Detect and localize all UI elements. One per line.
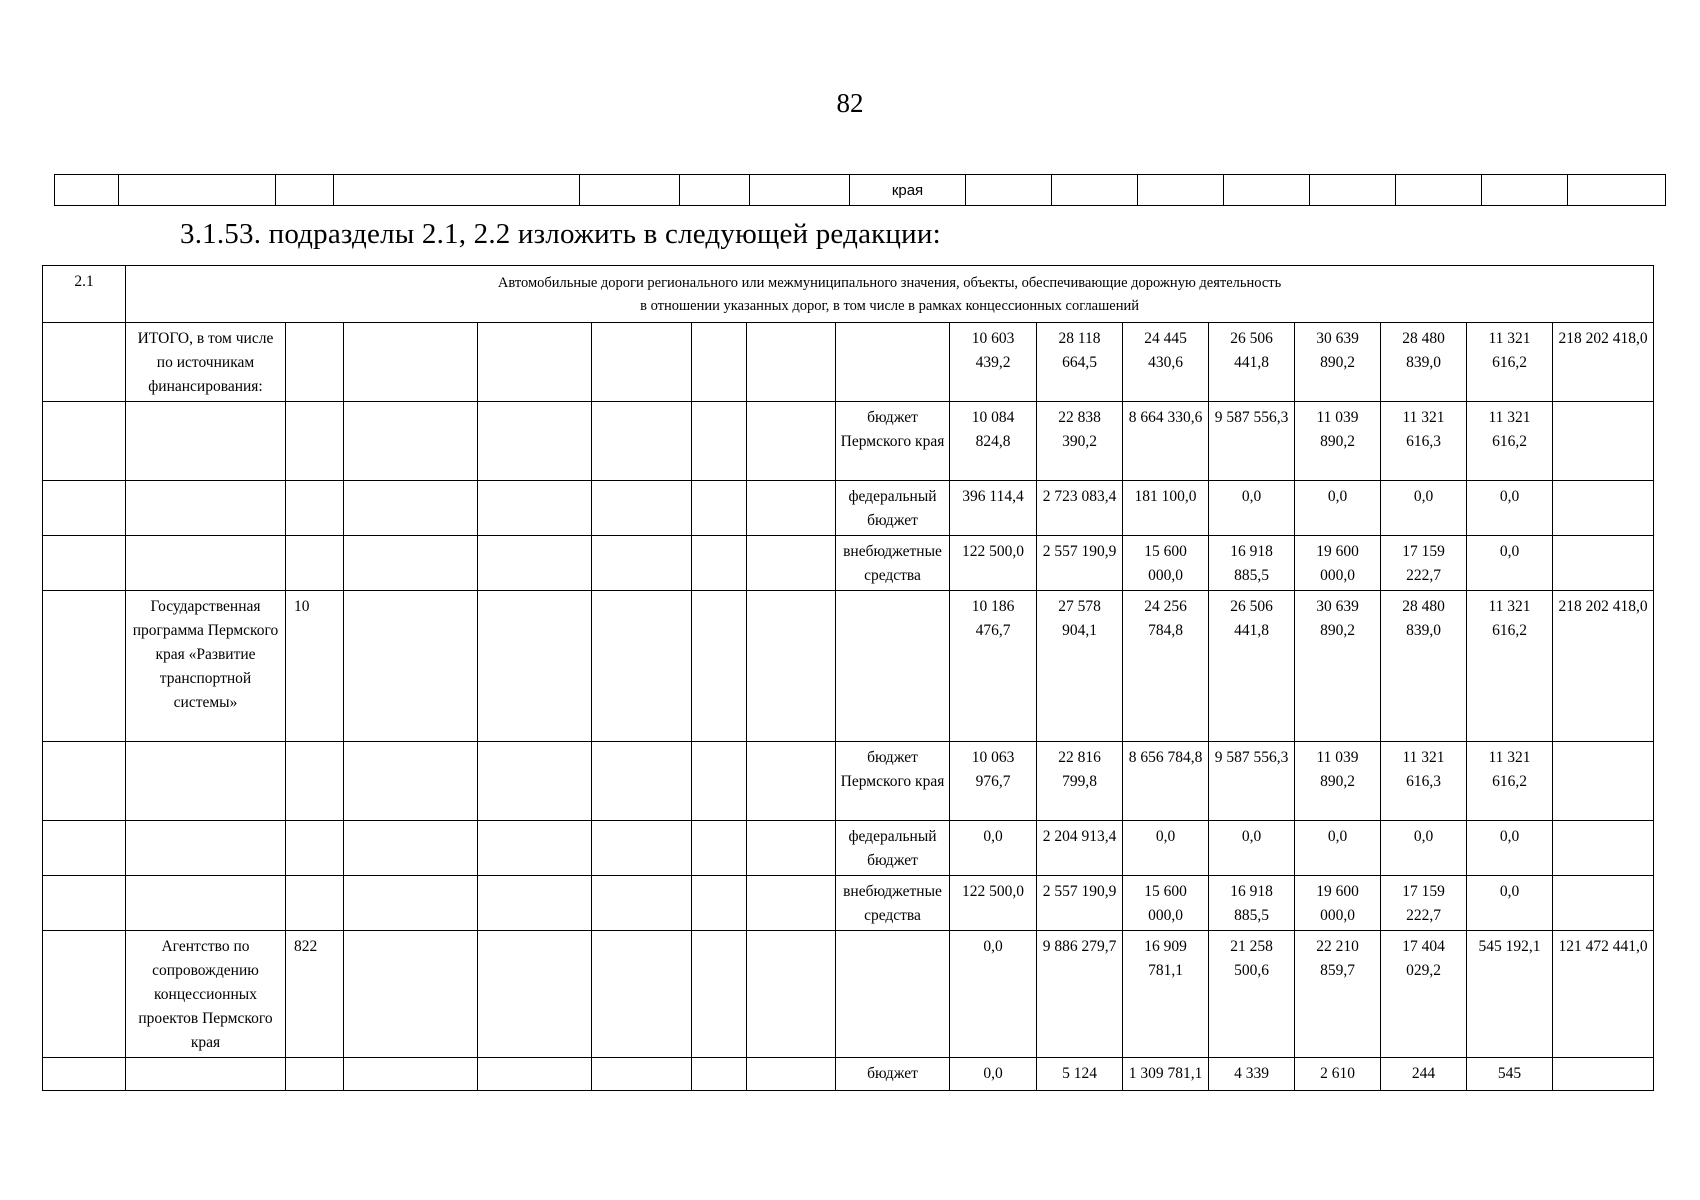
funding-source-cell: бюджет [836,1058,950,1091]
row-name-cell [126,402,286,481]
row-name-cell: Государственная программа Пермского края «Развитие транспортной системы» [126,591,286,742]
section-title-line-1: Автомобильные дороги регионального или межмуниципального значения, объекты, обеспечивающие дорожную деятельность [497,275,1282,291]
empty-cell [592,931,692,1058]
empty-cell [344,742,478,821]
strip-cell [1568,175,1666,206]
value-cell: 218 202 418,0 [1553,323,1654,402]
value-cell: 4 339 [1209,1058,1295,1091]
value-cell: 2 723 083,4 [1037,481,1123,536]
value-cell: 5 124 [1037,1058,1123,1091]
funding-source-cell: внебюджетные средства [836,876,950,931]
value-cell: 16 918 885,5 [1209,536,1295,591]
value-cell: 27 578 904,1 [1037,591,1123,742]
empty-cell [592,536,692,591]
value-cell: 0,0 [1123,821,1209,876]
value-cell: 396 114,4 [950,481,1037,536]
empty-cell [747,876,836,931]
row-name-cell: Агентство по сопровождению концессионных проектов Пермского края [126,931,286,1058]
empty-cell [747,402,836,481]
value-cell: 22 816 799,8 [1037,742,1123,821]
value-cell [1553,481,1654,536]
value-cell: 545 192,1 [1467,931,1553,1058]
row-code-cell [286,876,344,931]
value-cell: 17 404 029,2 [1381,931,1467,1058]
value-cell: 9 886 279,7 [1037,931,1123,1058]
value-cell [1553,821,1654,876]
amendment-heading: 3.1.53. подразделы 2.1, 2.2 изложить в следующей редакции: [180,218,941,250]
empty-cell [478,323,592,402]
empty-cell [747,931,836,1058]
empty-cell [692,821,747,876]
row-name-cell [126,1058,286,1091]
empty-cell [692,876,747,931]
financing-table-body [43,266,1654,1091]
empty-cell [747,536,836,591]
value-cell: 1 309 781,1 [1123,1058,1209,1091]
row-code-cell [286,402,344,481]
value-cell [1553,402,1654,481]
value-cell: 11 039 890,2 [1295,742,1381,821]
value-cell: 11 039 890,2 [1295,402,1381,481]
strip-cell [119,175,276,206]
funding-source-cell [836,323,950,402]
value-cell: 0,0 [950,931,1037,1058]
value-cell: 9 587 556,3 [1209,402,1295,481]
row-name-cell [126,876,286,931]
row-code-cell [286,481,344,536]
value-cell: 0,0 [1209,481,1295,536]
row-number-cell [43,323,126,402]
table-row [43,1058,1654,1091]
value-cell: 2 204 913,4 [1037,821,1123,876]
value-cell: 16 909 781,1 [1123,931,1209,1058]
empty-cell [344,876,478,931]
row-number-cell [43,931,126,1058]
table-row [43,323,1654,402]
value-cell: 0,0 [1467,821,1553,876]
table-row [43,931,1654,1058]
row-number-cell [43,591,126,742]
value-cell: 0,0 [950,821,1037,876]
value-cell: 0,0 [1381,481,1467,536]
row-code-cell [286,1058,344,1091]
value-cell: 11 321 616,3 [1381,402,1467,481]
row-number-cell [43,742,126,821]
value-cell: 122 500,0 [950,876,1037,931]
value-cell: 26 506 441,8 [1209,323,1295,402]
empty-cell [344,821,478,876]
section-number: 2.1 [43,266,126,323]
row-number-cell [43,481,126,536]
value-cell: 11 321 616,2 [1467,402,1553,481]
section-title [126,266,1654,323]
funding-source-cell: бюджет Пермского края [836,402,950,481]
value-cell: 2 557 190,9 [1037,876,1123,931]
row-code-cell: 822 [286,931,344,1058]
funding-source-cell: федеральный бюджет [836,821,950,876]
row-number-cell [43,821,126,876]
strip-cell-kraya: края [850,175,966,206]
value-cell: 19 600 000,0 [1295,536,1381,591]
value-cell: 122 500,0 [950,536,1037,591]
value-cell: 121 472 441,0 [1553,931,1654,1058]
table-row [43,591,1654,742]
empty-cell [592,742,692,821]
row-number-cell [43,402,126,481]
strip-cell [55,175,119,206]
value-cell: 10 603 439,2 [950,323,1037,402]
table-row [43,821,1654,876]
funding-source-cell: федеральный бюджет [836,481,950,536]
funding-source-cell: внебюджетные средства [836,536,950,591]
value-cell: 21 258 500,6 [1209,931,1295,1058]
value-cell [1553,742,1654,821]
value-cell: 8 664 330,6 [1123,402,1209,481]
row-number-cell [43,876,126,931]
value-cell: 218 202 418,0 [1553,591,1654,742]
strip-cell [680,175,750,206]
value-cell: 17 159 222,7 [1381,876,1467,931]
value-cell: 30 639 890,2 [1295,591,1381,742]
strip-cell [1396,175,1482,206]
value-cell: 0,0 [1467,481,1553,536]
empty-cell [344,536,478,591]
empty-cell [692,931,747,1058]
empty-cell [344,1058,478,1091]
value-cell: 16 918 885,5 [1209,876,1295,931]
financing-table [42,265,1654,1091]
value-cell: 0,0 [1209,821,1295,876]
value-cell [1553,876,1654,931]
empty-cell [478,402,592,481]
value-cell: 2 610 [1295,1058,1381,1091]
strip-cell [1224,175,1310,206]
empty-cell [344,591,478,742]
empty-cell [478,876,592,931]
strip-cell [750,175,850,206]
empty-cell [344,323,478,402]
value-cell: 0,0 [1295,821,1381,876]
empty-cell [592,821,692,876]
empty-cell [692,402,747,481]
value-cell: 0,0 [1467,876,1553,931]
value-cell: 28 480 839,0 [1381,323,1467,402]
funding-source-cell [836,591,950,742]
funding-source-cell [836,931,950,1058]
empty-cell [592,402,692,481]
row-code-cell [286,742,344,821]
value-cell: 545 [1467,1058,1553,1091]
empty-cell [478,821,592,876]
section-header-row [43,266,1654,323]
row-name-cell [126,536,286,591]
strip-cell [1310,175,1396,206]
value-cell: 11 321 616,3 [1381,742,1467,821]
section-title-line-2: в отношении указанных дорог, в том числе в рамках концессионных соглашений [640,298,1139,314]
value-cell: 181 100,0 [1123,481,1209,536]
empty-cell [592,591,692,742]
strip-row [55,175,1666,206]
strip-cell [966,175,1052,206]
continuation-table-strip [54,174,1666,206]
empty-cell [747,481,836,536]
value-cell: 24 445 430,6 [1123,323,1209,402]
strip-cell [1052,175,1138,206]
row-code-cell [286,821,344,876]
empty-cell [478,481,592,536]
empty-cell [478,591,592,742]
value-cell: 10 186 476,7 [950,591,1037,742]
strip-cell [1138,175,1224,206]
empty-cell [592,481,692,536]
table-row [43,536,1654,591]
empty-cell [692,536,747,591]
row-code-cell [286,323,344,402]
empty-cell [478,536,592,591]
value-cell: 0,0 [950,1058,1037,1091]
empty-cell [747,591,836,742]
empty-cell [692,481,747,536]
row-name-cell: ИТОГО, в том числе по источникам финансирования: [126,323,286,402]
value-cell: 9 587 556,3 [1209,742,1295,821]
value-cell: 22 838 390,2 [1037,402,1123,481]
row-name-cell [126,742,286,821]
table-row [43,876,1654,931]
empty-cell [592,323,692,402]
empty-cell [344,402,478,481]
empty-cell [592,876,692,931]
empty-cell [478,1058,592,1091]
value-cell: 26 506 441,8 [1209,591,1295,742]
empty-cell [747,742,836,821]
value-cell: 17 159 222,7 [1381,536,1467,591]
value-cell: 11 321 616,2 [1467,591,1553,742]
empty-cell [692,591,747,742]
row-number-cell [43,536,126,591]
empty-cell [344,481,478,536]
funding-source-cell: бюджет Пермского края [836,742,950,821]
table-row [43,481,1654,536]
value-cell: 11 321 616,2 [1467,742,1553,821]
value-cell: 30 639 890,2 [1295,323,1381,402]
value-cell: 244 [1381,1058,1467,1091]
row-code-cell [286,536,344,591]
empty-cell [747,323,836,402]
strip-cell [580,175,680,206]
page-number: 82 [836,88,864,118]
empty-cell [344,931,478,1058]
empty-cell [692,323,747,402]
empty-cell [478,742,592,821]
value-cell [1553,1058,1654,1091]
strip-cell [334,175,580,206]
strip-cell [1482,175,1568,206]
row-number-cell [43,1058,126,1091]
value-cell: 8 656 784,8 [1123,742,1209,821]
value-cell: 24 256 784,8 [1123,591,1209,742]
value-cell: 28 118 664,5 [1037,323,1123,402]
row-name-cell [126,821,286,876]
value-cell: 0,0 [1381,821,1467,876]
value-cell: 10 084 824,8 [950,402,1037,481]
value-cell [1553,536,1654,591]
row-name-cell [126,481,286,536]
table-row [43,402,1654,481]
row-code-cell: 10 [286,591,344,742]
value-cell: 10 063 976,7 [950,742,1037,821]
value-cell: 0,0 [1467,536,1553,591]
empty-cell [692,1058,747,1091]
table-row [43,742,1654,821]
strip-cell [276,175,334,206]
empty-cell [692,742,747,821]
value-cell: 2 557 190,9 [1037,536,1123,591]
value-cell: 15 600 000,0 [1123,876,1209,931]
value-cell: 0,0 [1295,481,1381,536]
empty-cell [747,1058,836,1091]
empty-cell [747,821,836,876]
empty-cell [478,931,592,1058]
value-cell: 19 600 000,0 [1295,876,1381,931]
value-cell: 15 600 000,0 [1123,536,1209,591]
value-cell: 22 210 859,7 [1295,931,1381,1058]
value-cell: 11 321 616,2 [1467,323,1553,402]
empty-cell [592,1058,692,1091]
value-cell: 28 480 839,0 [1381,591,1467,742]
